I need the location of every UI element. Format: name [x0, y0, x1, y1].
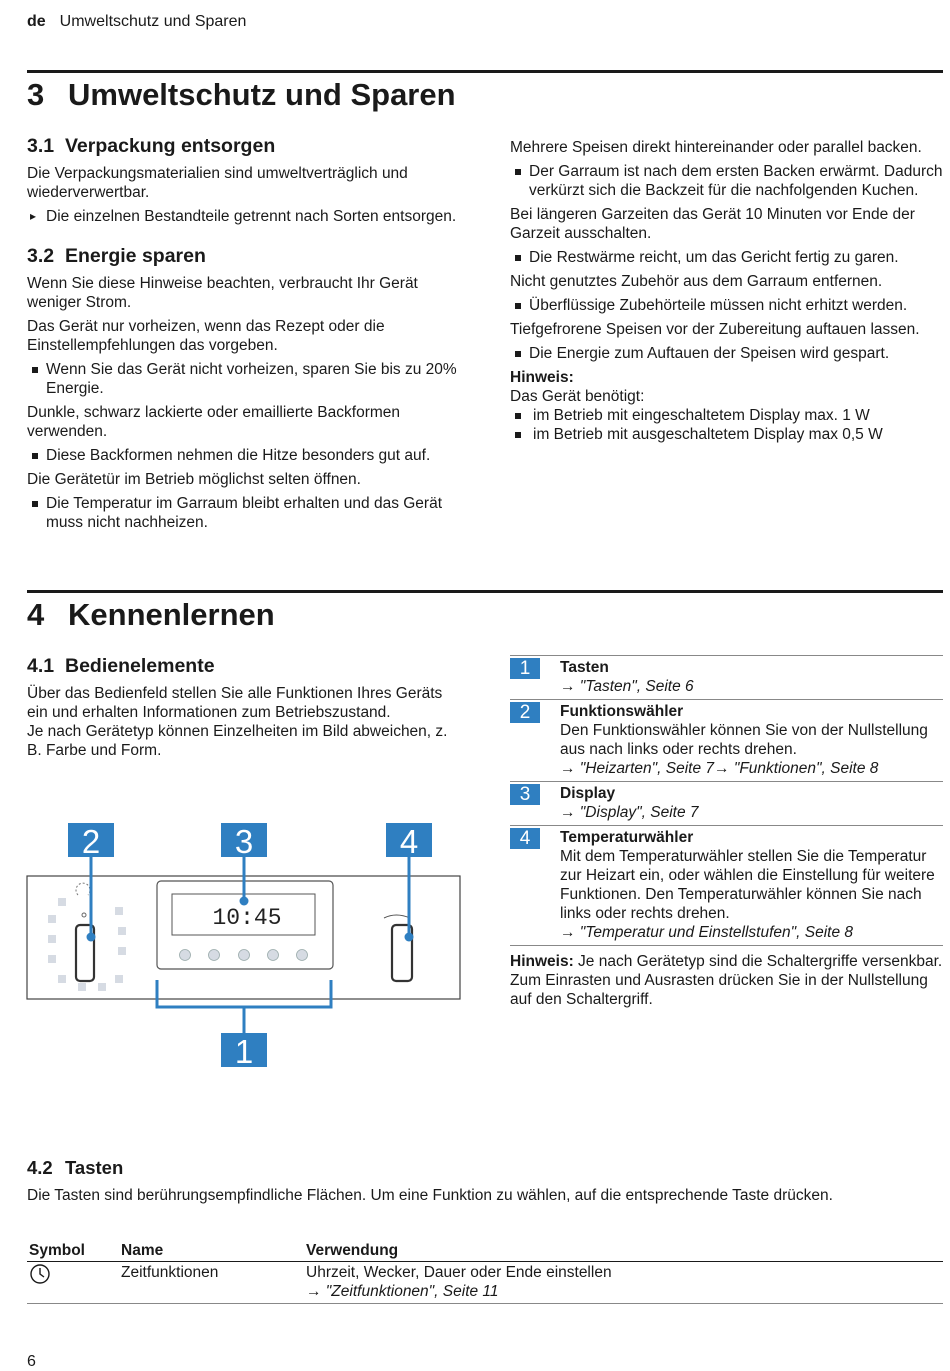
paragraph: Die Tasten sind berührungsempfindliche Flächen. Um eine Funktion zu wählen, auf die entsprechende Taste drücken. [27, 1187, 833, 1204]
list-item: Diese Backformen nehmen die Hitze besonders gut auf. [27, 446, 463, 465]
tip-text: Bei längeren Garzeiten das Gerät 10 Minuten vor Ende der Garzeit ausschalten. [510, 206, 915, 242]
indicator-dot [48, 955, 56, 963]
tip-text: Das Gerät nur vorheizen, wenn das Rezept oder die Einstellempfehlungen das vorgeben. [27, 318, 385, 354]
svg-text:1: 1 [234, 1033, 254, 1070]
tip-text: Mehrere Speisen direkt hintereinander oder parallel backen. [510, 139, 922, 156]
indicator-dot [118, 927, 126, 935]
legend-text: Mit dem Temperaturwähler stellen Sie die Temperatur zur Heizart ein, oder wählen die Einstellung für weitere Funktionen. Den Temperaturwähler können Sie nach links oder rechts drehen. [560, 848, 935, 922]
indicator-dot [118, 947, 126, 955]
svg-text:2: 2 [81, 823, 101, 860]
legend-number: 3 [510, 784, 540, 805]
name-cell: Zeitfunktionen [119, 1262, 304, 1304]
tip-result [510, 296, 943, 315]
language-code: de [27, 13, 46, 30]
cross-reference-link[interactable]: → "Tasten", Seite 6 [560, 678, 694, 695]
legend-title: Temperaturwähler [560, 829, 694, 846]
list-item: Die Temperatur im Garraum bleibt erhalten und das Gerät muss nicht nachheizen. [27, 494, 463, 532]
list-item: im Betrieb mit eingeschaltetem Display max. 1 W [510, 406, 943, 425]
section-4-2 [27, 1156, 943, 1205]
legend-title: Display [560, 785, 616, 802]
indicator-dot [58, 898, 66, 906]
section-3-1-title: 3.1 Verpackung entsorgen [27, 135, 276, 157]
section-4-1 [27, 654, 463, 760]
table-row [27, 1262, 943, 1304]
chapter-3-left-column [27, 134, 463, 537]
clock-icon [29, 1263, 51, 1285]
list-item: im Betrieb mit ausgeschaltetem Display max 0,5 W [510, 425, 943, 444]
svg-text:4: 4 [399, 823, 419, 860]
control-panel-figure [20, 815, 470, 1075]
tip-result [27, 494, 463, 532]
svg-text:3: 3 [234, 823, 254, 860]
legend-item-2 [510, 700, 943, 782]
indicator-dot [78, 983, 86, 991]
column-header: Symbol [27, 1240, 119, 1262]
paragraph: Über das Bedienfeld stellen Sie alle Funktionen Ihres Geräts ein und erhalten Informationen zum Betriebszustand. [27, 685, 443, 721]
tip-result [510, 344, 943, 363]
touch-key [239, 950, 250, 961]
step-item: ▸ Die einzelnen Bestandteile getrennt nach Sorten entsorgen. [27, 207, 463, 226]
indicator-dot [48, 935, 56, 943]
column-header: Name [119, 1240, 304, 1262]
note-text: Das Gerät benötigt: [510, 388, 645, 405]
cross-reference-link[interactable]: → "Temperatur und Einstellstufen", Seite 8 [560, 924, 854, 941]
note [510, 952, 943, 1009]
page-header [27, 12, 246, 31]
indicator-dot [115, 975, 123, 983]
list-item: Wenn Sie das Gerät nicht vorheizen, sparen Sie bis zu 20% Energie. [27, 360, 463, 398]
use-text: Uhrzeit, Wecker, Dauer oder Ende einstellen [306, 1264, 612, 1281]
list-item: Der Garraum ist nach dem ersten Backen erwärmt. Dadurch verkürzt sich die Backzeit für die nachfolgenden Kuchen. [510, 162, 943, 200]
legend-number: 4 [510, 828, 540, 849]
legend-title: Funktionswähler [560, 703, 684, 720]
touch-key [180, 950, 191, 961]
note-text: Je nach Gerätetyp sind die Schaltergriffe versenkbar. Zum Einrasten und Ausrasten drücken Sie in der Nullstellung auf den Schaltergriff. [510, 953, 943, 1008]
paragraph: Wenn Sie diese Hinweise beachten, verbraucht Ihr Gerät weniger Strom. [27, 275, 418, 311]
section-4-1-title: 4.1 Bedienelemente [27, 655, 215, 677]
display-time: 10:45 [212, 905, 282, 931]
touch-key [268, 950, 279, 961]
tip-result [27, 446, 463, 465]
paragraph: Die Verpackungsmaterialien sind umweltverträglich und wiederverwertbar. [27, 165, 408, 201]
tip-text: Nicht genutztes Zubehör aus dem Garraum entfernen. [510, 273, 883, 290]
figure-legend [510, 655, 943, 1009]
use-cell [304, 1262, 943, 1304]
chapter-4-title: 4 Kennenlernen [27, 597, 275, 632]
header-title: Umweltschutz und Sparen [59, 13, 247, 30]
tip-text: Die Gerätetür im Betrieb möglichst selten öffnen. [27, 471, 361, 488]
chapter-rule [27, 70, 943, 73]
cross-reference-link[interactable]: → "Heizarten", Seite 7→ "Funktionen", Seite 8 [560, 760, 879, 777]
note-list [510, 406, 943, 444]
tip-text: Dunkle, schwarz lackierte oder emaillierte Backformen verwenden. [27, 404, 401, 440]
tip-result [510, 248, 943, 267]
chapter-3-title: 3 Umweltschutz und Sparen [27, 77, 456, 112]
section-4-2-title: 4.2 Tasten [27, 1157, 124, 1178]
legend-title: Tasten [560, 659, 609, 676]
page-number: 6 [27, 1353, 36, 1370]
symbol-cell [27, 1262, 119, 1304]
touch-key [209, 950, 220, 961]
cross-reference-link[interactable]: → "Display", Seite 7 [560, 804, 699, 821]
section-3-2-title: 3.2 Energie sparen [27, 245, 206, 267]
column-header: Verwendung [304, 1240, 943, 1262]
legend-number: 2 [510, 702, 540, 723]
note-label: Hinweis: [510, 369, 574, 386]
table-header-row [27, 1240, 943, 1262]
note-label: Hinweis: [510, 953, 574, 970]
indicator-dot [98, 983, 106, 991]
cross-reference-link[interactable]: → "Zeitfunktionen", Seite 11 [306, 1283, 499, 1300]
keys-table [27, 1240, 943, 1304]
legend-item-1 [510, 655, 943, 700]
chapter-3-right-column [510, 138, 943, 449]
indicator-dot [115, 907, 123, 915]
legend-item-3 [510, 782, 943, 826]
paragraph: Je nach Gerätetyp können Einzelheiten im Bild abweichen, z. B. Farbe und Form. [27, 723, 448, 759]
legend-number: 1 [510, 658, 540, 679]
list-item: Überflüssige Zubehörteile müssen nicht erhitzt werden. [510, 296, 943, 315]
tip-result [510, 162, 943, 200]
step-list [27, 207, 463, 226]
touch-key [297, 950, 308, 961]
indicator-dot [58, 975, 66, 983]
tip-result [27, 360, 463, 398]
indicator-dot [48, 915, 56, 923]
list-item: Die Restwärme reicht, um das Gericht fertig zu garen. [510, 248, 943, 267]
legend-item-4 [510, 826, 943, 946]
legend-text: Den Funktionswähler können Sie von der Nullstellung aus nach links oder rechts drehen. [560, 722, 928, 758]
list-item: Die Energie zum Auftauen der Speisen wird gespart. [510, 344, 943, 363]
tip-text: Tiefgefrorene Speisen vor der Zubereitung auftauen lassen. [510, 321, 920, 338]
chapter-rule [27, 590, 943, 593]
